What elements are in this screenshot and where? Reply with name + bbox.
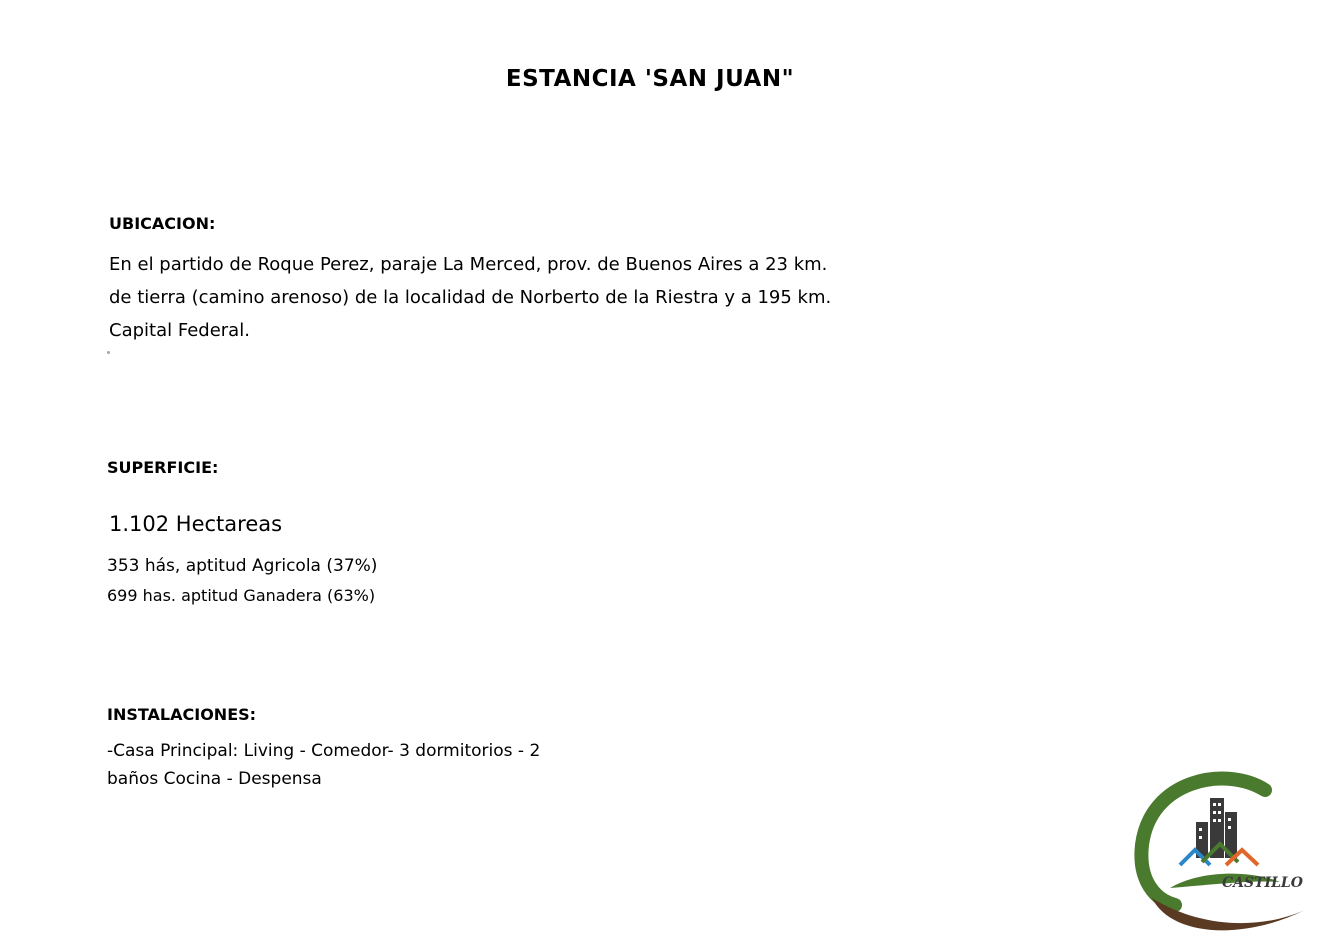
instalaciones-text [107,737,540,793]
superficie-heading: SUPERFICIE: [107,458,219,477]
superficie-agricola: 353 hás, aptitud Agricola (37%) [107,556,378,576]
ubicacion-line-3: Capital Federal. [109,320,250,341]
ubicacion-heading: UBICACION: [109,214,216,233]
logo-text: CASTILLO [1222,875,1303,891]
instalaciones-heading: INSTALACIONES: [107,705,257,724]
castillo-logo [1130,770,1320,945]
instalaciones-line-2: baños Cocina - Despensa [107,769,322,789]
superficie-ganadera: 699 has. aptitud Ganadera (63%) [107,586,376,605]
instalaciones-line-1: -Casa Principal: Living - Comedor- 3 dormitorios - 2 [107,741,541,761]
superficie-total: 1.102 Hectareas [109,512,283,536]
ubicacion-line-2: de tierra (camino arenoso) de la localidad de Norberto de la Riestra y a 195 km. [109,287,832,308]
ubicacion-line-1: En el partido de Roque Perez, paraje La Merced, prov. de Buenos Aires a 23 km. [109,254,828,275]
document-title: ESTANCIA 'SAN JUAN" [505,66,795,92]
ubicacion-text [109,248,849,347]
stray-mark [107,351,110,354]
